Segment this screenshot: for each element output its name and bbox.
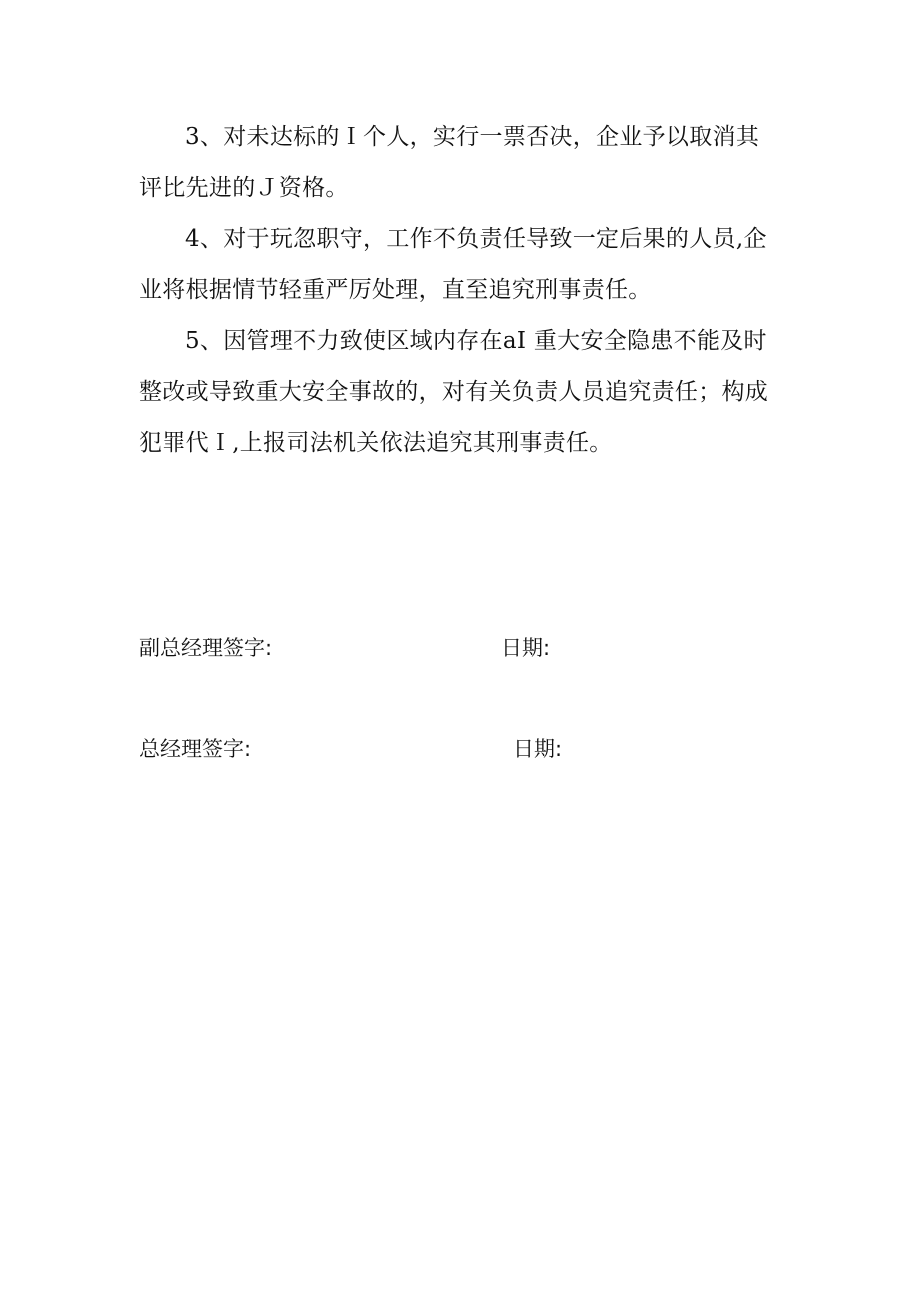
paragraph-item-5: 5、因管理不力致使区域内存在aI 重大安全隐患不能及时整改或导致重大安全事故的，对有关负责人员追究责任；构成犯罪代Ｉ,上报司法机关依法追究其刑事责任。 — [139, 328, 769, 456]
paragraph-item-3: 3、对未达标的Ｉ个人，实行一票否决，企业予以取消其评比先进的Ｊ资格。 — [139, 124, 760, 201]
general-manager-date-label: 日期: — [513, 737, 563, 761]
deputy-manager-date-label: 日期: — [501, 636, 551, 660]
document-body — [139, 112, 779, 469]
deputy-manager-signature-label: 副总经理签字: — [139, 636, 273, 660]
paragraph-item-4: 4、对于玩忽职守，工作不负责任导致一定后果的人员,企业将根据情节轻重严厉处理，直至追究刑事责任。 — [139, 226, 767, 303]
general-manager-signature-label: 总经理签字: — [139, 737, 252, 761]
